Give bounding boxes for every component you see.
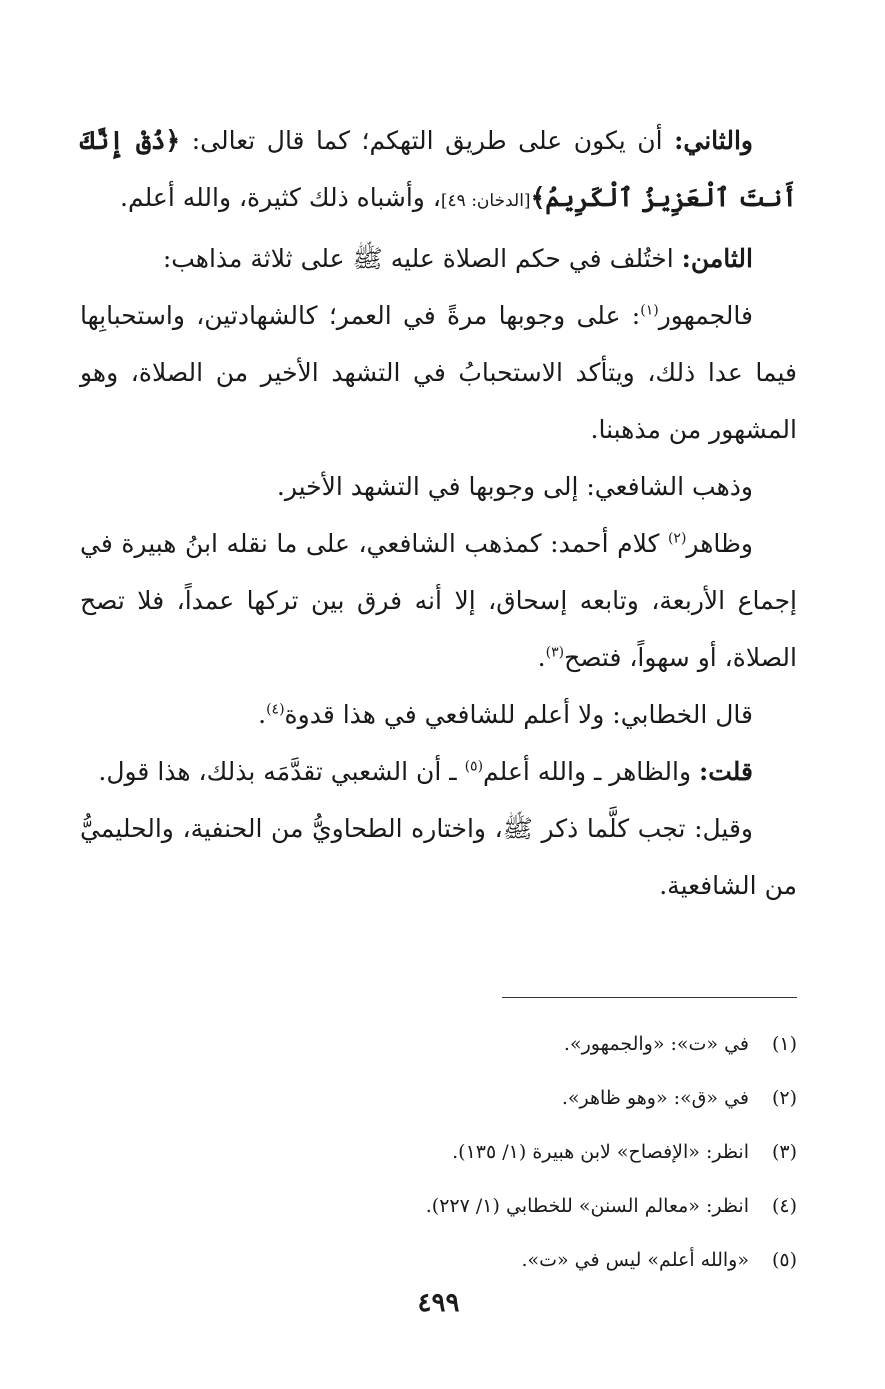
paragraph-text: اختُلف في حكم الصلاة عليه ﷺ على ثلاثة مذاهب:	[162, 244, 682, 273]
verse-citation: [الدخان: ٤٩]	[440, 191, 531, 211]
footnote-number: (١)	[771, 1033, 797, 1055]
paragraph-text: وظاهر	[686, 529, 753, 558]
footnote-number: (٥)	[771, 1249, 797, 1271]
footnote-ref[interactable]: (١)	[640, 302, 659, 319]
page-number: ٤٩٩	[417, 1288, 460, 1318]
paragraph-text: والظاهر ـ والله أعلم	[483, 757, 699, 786]
page-content	[80, 112, 797, 1389]
paragraph-text: فالجمهور	[658, 301, 753, 330]
paragraph-lead: الثامن:	[681, 244, 753, 273]
paragraph-text: وذهب الشافعي: إلى وجوبها في التشهد الأخير.	[276, 472, 753, 501]
footnote-item	[80, 1125, 797, 1179]
paragraph-text: أن يكون على طريق التهكم؛ كما قال تعالى:	[180, 126, 675, 155]
footnote-item	[80, 1071, 797, 1125]
footnote-text: انظر: «الإفصاح» لابن هبيرة (١/ ١٣٥).	[452, 1141, 749, 1163]
paragraph-text: .	[258, 700, 267, 729]
main-text	[80, 112, 797, 914]
paragraph-lead: والثاني:	[674, 126, 753, 155]
paragraph-text: .	[537, 643, 546, 672]
paragraph-text: وقيل: تجب كلَّما ذكر ﷺ، واختاره الطحاويُّ من الحنفية، والحليميُّ من الشافعية.	[80, 814, 797, 900]
footnote-item	[80, 1233, 797, 1287]
footnote-text: انظر: «معالم السنن» للخطابي (١/ ٢٢٧).	[425, 1195, 749, 1217]
paragraph-text: كلام أحمد: كمذهب الشافعي، على ما نقله ابنُ هبيرة في إجماع الأربعة، وتابعه إسحاق، إلا أنه فرق بين تركها عمداً، فلا تصح الصلاة، أو سهواً، فتصح	[80, 529, 797, 672]
paragraph-lead: قلت:	[698, 757, 753, 786]
footnote-number: (٣)	[771, 1141, 797, 1163]
footnote-ref[interactable]: (٣)	[545, 644, 565, 661]
paragraph-text: : على وجوبها مرةً في العمر؛ كالشهادتين، واستحبابِها فيما عدا ذلك، ويتأكد الاستحبابُ في التشهد الأخير من الصلاة، وهو المشهور من مذهبنا.	[80, 301, 797, 444]
paragraph-qultu	[80, 743, 797, 800]
footnote-text: في «ق»: «وهو ظاهر».	[561, 1087, 749, 1109]
paragraph-shafii	[80, 458, 797, 515]
footnote-number: (٤)	[771, 1195, 797, 1217]
footnote-divider	[502, 997, 797, 998]
footnote-ref[interactable]: (٥)	[464, 758, 484, 775]
footnote-text: في «ت»: «والجمهور».	[563, 1033, 749, 1055]
footnote-text: «والله أعلم» ليس في «ت».	[521, 1249, 749, 1271]
paragraph-text: ـ أن الشعبي تقدَّمَه بذلك، هذا قول.	[98, 757, 465, 786]
paragraph-qila	[80, 800, 797, 914]
footnote-item	[80, 1179, 797, 1233]
quran-verse: ﴿ذُقْ إِنَّكَ أَنتَ ٱلْعَزِيزُ ٱلْكَرِيمُ﴾	[80, 126, 797, 212]
paragraph-majority	[80, 287, 797, 458]
footnote-ref[interactable]: (٤)	[266, 701, 285, 718]
paragraph-khattabi	[80, 686, 797, 743]
footnote-number: (٢)	[771, 1087, 797, 1109]
paragraph-eighth	[80, 230, 797, 287]
paragraph-ahmad	[80, 515, 797, 686]
footnote-item	[80, 1017, 797, 1071]
paragraph-second	[80, 112, 797, 230]
footnotes	[80, 1017, 797, 1287]
paragraph-text: قال الخطابي: ولا أعلم للشافعي في هذا قدوة	[284, 700, 753, 729]
footnote-ref[interactable]: (٢)	[667, 530, 687, 547]
paragraph-text: ، وأشباه ذلك كثيرة، والله أعلم.	[120, 183, 441, 212]
